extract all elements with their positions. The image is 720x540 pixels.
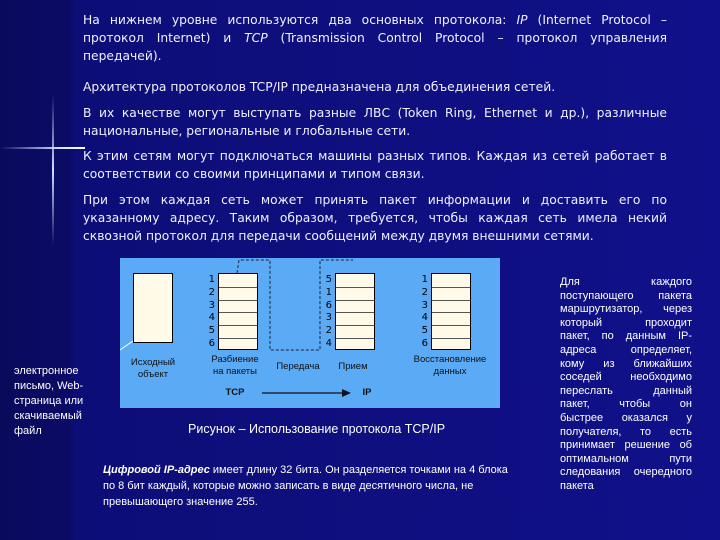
packet-number: 2 (325, 325, 332, 337)
tcp-ip-diagram (120, 258, 500, 408)
paragraph-delivery: При этом каждая сеть может принять пакет информации и доставить его по указанному адресу. Таким образом, требуется, чтобы каждая сеть имела некий сквозной протокол для передачи сообщений между двумя внешними сетями. (83, 193, 667, 243)
packet-number: 5 (421, 325, 428, 337)
packet-divider (219, 287, 257, 288)
transfer-label: Передача (276, 361, 320, 372)
router-text-line: пакет, по данным IP- (560, 330, 692, 343)
router-text-line: быстрее оказался у (560, 411, 692, 424)
router-text-line: который проходит (560, 316, 692, 329)
packet-number: 6 (325, 299, 332, 311)
packet-number: 6 (421, 338, 428, 349)
packet-number: 4 (208, 312, 215, 324)
packet-divider (336, 325, 374, 326)
source-object (133, 273, 173, 343)
paragraph-protocols: На нижнем уровне используются два основных протокола: IP (Internet Protocol – протокол Internet) и TCP (Transmission Control Protocol – протокол управления передачей). (83, 13, 668, 63)
packet-number: 3 (208, 299, 215, 311)
paragraph-machines: К этим сетям могут подключаться машины разных типов. Каждая из сетей работает в соответствии со своими принципами и типом связи. (83, 149, 667, 181)
router-description (560, 276, 692, 494)
router-text-line: соседей необходимо (560, 371, 692, 384)
packet-divider (219, 338, 257, 339)
tcp-label: TCP (225, 387, 245, 398)
figure-caption: Рисунок – Использование протокола TCP/IP (188, 422, 446, 436)
packet-number: 2 (421, 286, 428, 298)
paragraph-lan: В их качестве могут выступать разные ЛВС (Token Ring, Ethernet и др.), различные национальные, региональные и глобальные сети. (83, 106, 667, 138)
packet-divider (336, 287, 374, 288)
source-label: Исходный объект (130, 357, 176, 380)
packet-number: 1 (325, 286, 332, 298)
packet-divider (336, 338, 374, 339)
packet-number: 2 (208, 286, 215, 298)
router-text-line: поступающего пакета (560, 289, 692, 302)
split-label: Разбиение на пакеты (211, 354, 259, 377)
router-text-line: оптимальном пути (560, 452, 692, 465)
packet-number: 3 (421, 299, 428, 311)
router-text-line: кому из ближайших (560, 357, 692, 370)
router-text-line: следования очередного (560, 466, 692, 479)
arrow-head (342, 389, 351, 397)
side-note: электронное письмо, Web- страница или скачиваемый файл (14, 365, 84, 437)
ip-label: IP (362, 387, 372, 398)
packet-divider (432, 325, 470, 326)
router-text-line: Для каждого (560, 276, 692, 288)
packet-number: 6 (208, 338, 215, 349)
packet-number: 1 (421, 274, 428, 285)
packet-divider (219, 300, 257, 301)
router-text-line: пакет, чтобы он (560, 398, 692, 411)
paragraph-architecture: Архитектура протоколов TCP/IP предназначена для объединения сетей. (83, 80, 556, 94)
connector-line (120, 341, 133, 350)
decorative-glow (0, 147, 85, 149)
router-text-line: переслать данный (560, 384, 692, 397)
packet-divider (219, 312, 257, 313)
packet-divider (432, 287, 470, 288)
packet-divider (336, 300, 374, 301)
packet-number: 5 (208, 325, 215, 337)
packet-number: 5 (325, 274, 332, 285)
packet-number: 3 (325, 312, 332, 324)
decorative-glow (52, 95, 54, 245)
packet-divider (432, 338, 470, 339)
router-text-line: адреса определяет, (560, 343, 692, 356)
receive-label: Прием (338, 361, 368, 372)
router-text-line: пакета (560, 479, 594, 492)
router-text-line: получателя, то есть (560, 425, 692, 438)
packet-divider (219, 325, 257, 326)
restore-label: Восстановление данных (413, 354, 487, 377)
restore-stack (421, 273, 471, 350)
ip-address-paragraph: Цифровой IP-адрес имеет длину 32 бита. Он разделяется точками на 4 блока по 8 бит каждый, которые можно записать в виде десятичного числа, не превышающего значение 255. (103, 464, 508, 508)
receive-stack (325, 273, 375, 350)
split-stack (208, 273, 258, 350)
router-text-line: маршрутизатор, через (560, 303, 692, 316)
packet-divider (432, 300, 470, 301)
packet-divider (432, 312, 470, 313)
router-text-line: принимает решение об (560, 439, 692, 452)
packet-divider (336, 312, 374, 313)
packet-number: 4 (325, 338, 332, 349)
packet-number: 1 (208, 274, 215, 285)
packet-number: 4 (421, 312, 428, 324)
